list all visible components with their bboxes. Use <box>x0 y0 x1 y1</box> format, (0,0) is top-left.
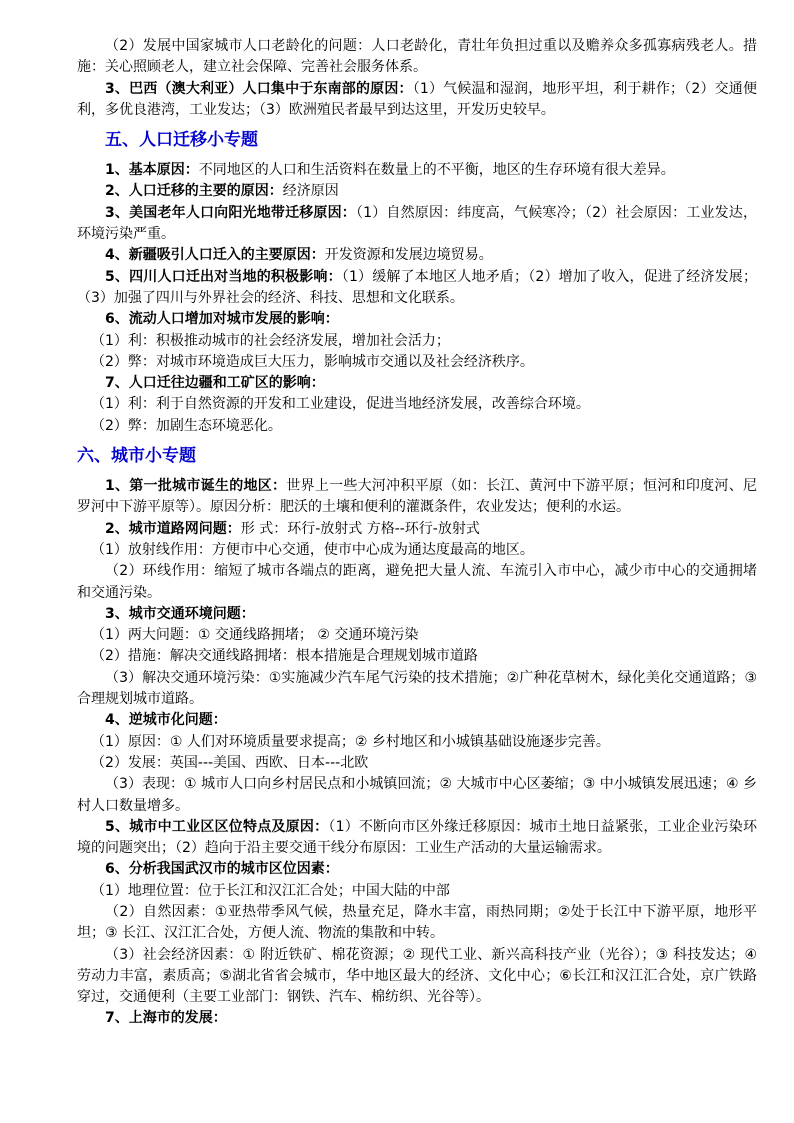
paragraph <box>77 1008 757 1029</box>
paragraph-text: （1）两大问题：① 交通线路拥堵； ② 交通环境污染 <box>91 627 419 644</box>
paragraph <box>77 540 757 561</box>
paragraph <box>77 394 757 415</box>
paragraph-text: （1）地理位置：位于长江和汉江汇合处；中国大陆的中部 <box>91 882 450 899</box>
paragraph <box>77 519 757 540</box>
paragraph <box>77 902 757 945</box>
paragraph-text: （1）自然原因：纬度高，气候寒冷；（2）社会原因：工业发达，环境污染严重。 <box>77 204 757 243</box>
paragraph <box>77 331 757 352</box>
paragraph <box>77 245 757 266</box>
paragraph-text: （2）自然因素：①亚热带季风气候，热量充足，降水丰富，雨热同期；②处于长江中下游平原，地形平坦；③ 长江、汉江汇合处，方便人流、物流的集散和中转。 <box>77 903 757 942</box>
paragraph <box>77 561 757 604</box>
paragraph <box>77 774 757 817</box>
paragraph-title: 3、巴西（澳大利亚）人口集中于东南部的原因： <box>105 80 413 97</box>
paragraph-text: 不同地区的人口和生活资料在数量上的不平衡，地区的生存环境有很大差异。 <box>198 162 675 179</box>
paragraph <box>77 181 757 202</box>
paragraph-text: 形 式：环行-放射式 方格--环行-放射式 <box>240 520 480 537</box>
paragraph-title: 4、新疆吸引人口迁入的主要原因： <box>105 247 325 264</box>
paragraph-text: （1）利：积极推动城市的社会经济发展，增加社会活力； <box>91 332 450 349</box>
paragraph-text: 经济原因 <box>282 183 339 200</box>
paragraph <box>77 753 757 774</box>
paragraph-text: （3）表现：① 城市人口向乡村居民点和小城镇回流；② 大城市中心区萎缩；③ 中小城镇发展迅速；④ 乡村人口数量增多。 <box>77 776 757 814</box>
paragraph-title: 3、城市交通环境问题： <box>105 605 255 622</box>
section-heading-migration: 五、人口迁移小专题 <box>105 130 258 151</box>
paragraph <box>77 817 757 860</box>
paragraph <box>77 710 757 731</box>
paragraph <box>77 36 757 79</box>
paragraph <box>77 160 757 181</box>
paragraph <box>77 416 757 437</box>
paragraph <box>77 625 757 646</box>
paragraph-text: （1）气候温和湿润，地形平坦，利于耕作；（2）交通便利，多优良港湾，工业发达；（3）欧洲殖民者最早到达这里，开发历史较早。 <box>77 80 757 118</box>
paragraph-title: 4、逆城市化问题： <box>105 712 227 729</box>
paragraph-text: （2）环线作用：缩短了城市各端点的距离，避免把大量人流、车流引入市中心，减少市中心的交通拥堵和交通污染。 <box>77 563 757 601</box>
paragraph <box>77 945 757 1009</box>
paragraph-text: （3）解决交通环境污染：①实施减少汽车尾气污染的技术措施；②广种花草树木，绿化美化交通道路；③ 合理规划城市道路。 <box>77 669 757 708</box>
paragraph-title: 2、城市道路网问题： <box>105 520 241 537</box>
paragraph-text: （1）利：利于自然资源的开发和工业建设，促进当地经济发展，改善综合环境。 <box>91 396 590 413</box>
paragraph-text: 开发资源和发展边境贸易。 <box>324 247 493 264</box>
paragraph <box>77 373 757 394</box>
paragraph-text: （2）弊：对城市环境造成巨大压力，影响城市交通以及社会经济秩序。 <box>91 353 534 370</box>
paragraph <box>77 859 757 880</box>
paragraph-text: （1）放射线作用：方便市中心交通，使市中心成为通达度最高的地区。 <box>91 541 534 558</box>
paragraph <box>77 881 757 902</box>
paragraph-text: （2）发展中国家城市人口老龄化的问题：人口老龄化，青壮年负担过重以及赡养众多孤寡病残老人。措施：关心照顾老人，建立社会保障、完善社会服务体系。 <box>77 38 757 76</box>
paragraph <box>77 79 757 122</box>
paragraph-title: 6、分析我国武汉市的城市区位因素： <box>105 861 339 878</box>
paragraph <box>77 309 757 330</box>
paragraph <box>77 352 757 373</box>
section-migration-body <box>77 160 757 437</box>
paragraph <box>77 604 757 625</box>
paragraph-title: 7、上海市的发展： <box>105 1010 227 1027</box>
paragraph-title: 7、人口迁往边疆和工矿区的影响： <box>105 375 325 392</box>
document-content <box>77 36 757 1030</box>
paragraph-title: 3、美国老年人口向阳光地带迁移原因： <box>105 204 356 221</box>
paragraph-title: 5、四川人口迁出对当地的积极影响： <box>105 268 342 285</box>
paragraph-text: （2）弊：加剧生态环境恶化。 <box>91 417 282 434</box>
paragraph-title: 5、城市中工业区区位特点及原因： <box>105 818 329 835</box>
section-heading-city: 六、城市小专题 <box>77 446 196 467</box>
paragraph-text: （1）缓解了本地区人地矛盾；（2）增加了收入，促进了经济发展；（3）加强了四川与外界社会的经济、科技、思想和文化联系。 <box>77 268 757 306</box>
top-paragraphs <box>77 36 757 121</box>
paragraph <box>77 732 757 753</box>
paragraph <box>77 476 757 519</box>
paragraph-title: 6、流动人口增加对城市发展的影响： <box>105 311 339 328</box>
paragraph-title: 1、基本原因： <box>105 162 199 179</box>
paragraph <box>77 668 757 711</box>
paragraph-title: 1、第一批城市诞生的地区： <box>105 478 287 495</box>
paragraph <box>77 646 757 667</box>
paragraph-text: （2）措施：解决交通线路拥堵：根本措施是合理规划城市道路 <box>91 648 478 665</box>
section-city-body <box>77 476 757 1030</box>
paragraph-text: （1）不断向市区外缘迁移原因：城市土地日益紧张，工业企业污染环境的问题突出；（2）趋向于沿主要交通干线分布原因：工业生产活动的大量运输需求。 <box>77 818 757 857</box>
paragraph <box>77 203 757 246</box>
paragraph-text: 世界上一些大河冲积平原（如：长江、黄河中下游平原；恒河和印度河、尼罗河中下游平原等）。原因分析：肥沃的土壤和便利的灌溉条件，农业发达；便利的水运。 <box>77 478 757 516</box>
paragraph-text: （1）原因：① 人们对环境质量要求提高；② 乡村地区和小城镇基础设施逐步完善。 <box>91 733 610 750</box>
paragraph-text: （3）社会经济因素：① 附近铁矿、棉花资源；② 现代工业、新兴高科技产业（光谷）；③ 科技发达；④劳动力丰富，素质高；⑤湖北省省会城市，华中地区最大的经济、文化中心；⑥长江和汉江汇合处，京广铁路穿过，交通便利（主要工业部门：钢铁、汽车、棉纺织、光谷等）。 <box>77 946 757 1006</box>
paragraph-title: 2、人口迁移的主要的原因： <box>105 183 283 200</box>
paragraph-text: （2）发展：英国---美国、西欧、日本---北欧 <box>91 754 369 771</box>
paragraph <box>77 267 757 310</box>
